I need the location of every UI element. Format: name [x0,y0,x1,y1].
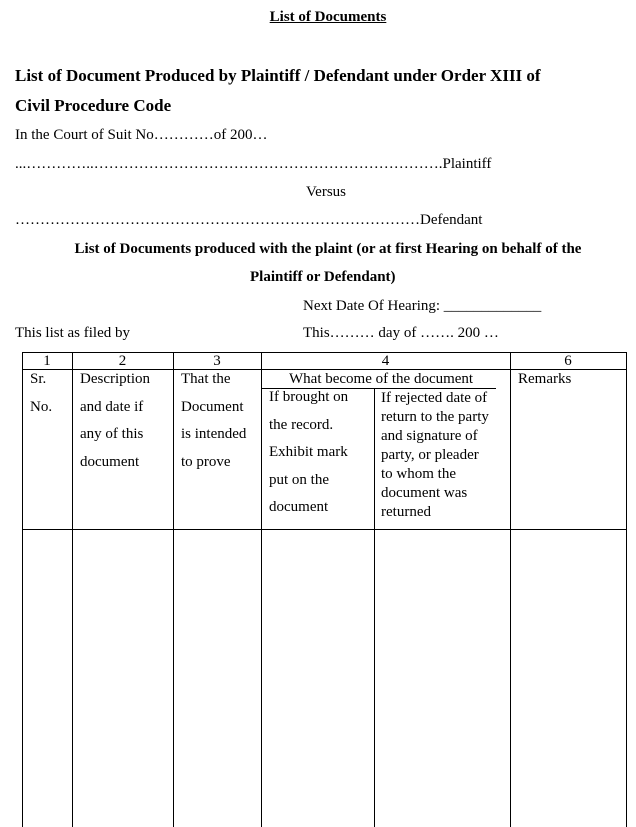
header-text-line: the record. [269,416,334,433]
subheading-line-1: List of Documents produced with the plaint (or at first Hearing on behalf of the [74,241,582,257]
court-line: In the Court of Suit No…………of 200… [15,127,268,143]
table-right-border [626,352,627,827]
heading-line-2: Civil Procedure Code [15,96,172,115]
header-text-line: put on the [269,471,329,488]
column-4b-header [381,389,489,522]
column-4a-header [269,384,348,522]
header-text-line: document was [381,485,468,501]
header-text-line: and signature of [381,428,478,444]
header-text-line: document [269,499,329,515]
header-text-line: If brought on [269,389,349,405]
filed-by-text: This list as filed by [15,325,130,341]
column-divider-4 [374,388,375,827]
plaintiff-line: ...…………..…………………………………………………………….Plaintiff [15,156,492,172]
column-divider-1 [72,352,73,827]
header-text-line: return to the party [381,409,489,425]
column-number-6: 6 [564,353,572,369]
column-number-1: 1 [43,353,51,369]
header-text-line: Exhibit mark [269,444,348,460]
header-text-line: That the [181,371,231,387]
day-of-text: This……… day of ……. 200 … [303,325,499,341]
column-3-header [181,366,246,476]
column-6-header: Remarks [518,371,572,387]
page-title: List of Documents [269,9,387,25]
column-divider-3 [261,352,262,827]
heading-line-1: List of Document Produced by Plaintiff / Defendant under Order XIII of [15,66,541,85]
column-number-2: 2 [118,353,127,369]
header-text-line: document [80,453,140,470]
column-2-header [80,366,150,476]
subheading-line-2: Plaintiff or Defendant) [250,269,396,285]
table-left-border [22,352,23,827]
header-text-line: returned [381,504,431,520]
defendant-line: ………………………………………………………………………Defendant [15,212,483,228]
header-text-line: to whom the [381,466,456,482]
header-bottom-border [22,529,627,530]
column-divider-2 [173,352,174,827]
header-text-line: to prove [181,453,231,470]
header-text-line: any of this [80,426,144,442]
header-text-line: Description [80,371,150,387]
header-text-line: and date if [80,398,144,415]
column-4-header: What become of the document [289,371,474,387]
header-text-line: Sr. [30,371,47,387]
header-text-line: Document [181,398,244,415]
header-text-line: party, or pleader [381,447,479,463]
header-text-line: is intended [181,426,247,442]
header-text-line: No. [30,398,53,415]
next-date-of-hearing: Next Date Of Hearing: _____________ [303,298,542,314]
header-text-line: If rejected date of [381,390,488,406]
column-divider-5 [510,352,511,827]
versus-text: Versus [306,184,346,200]
column-number-4: 4 [381,353,390,369]
column-number-3: 3 [213,353,221,369]
column-1-header [30,366,52,421]
